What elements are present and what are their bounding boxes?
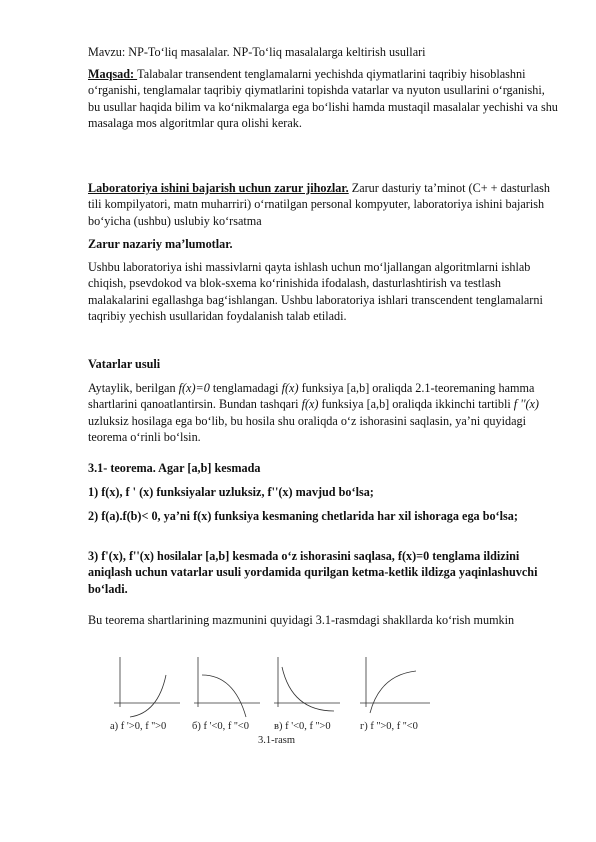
equipment-text: Zarur dasturiy ta’minot (C+ + dasturlash tili kompilyatori, matn muharriri) o‘rnatilgan personal kompyuter, laboratoriya ishini bajarish bo‘yicha (ushbu) uslubiy ko‘rsatma [88,181,550,228]
equipment-paragraph [88,180,558,229]
figure-intro: Bu teorema shartlarining mazmunini quyidagi 3.1-rasmdagi shakllarda ko‘rish mumkin [88,613,515,627]
figure-3-1 [108,655,438,745]
theory-paragraph: Ushbu laboratoriya ishi massivlarni qayta ishlash uchun mo‘ljallangan algoritmlarni ishlab chiqish, psevdokod va blok-sxema ko‘rinishida ifodalash, dasturlashtirish va testlash malakalarini egallashga bag‘ishlangan. Ushbu laboratoriya ishlari transcendent tenglamalarni taqribiy yechish usullaridan foydalanish talab etiladi. [88,260,543,324]
figure-title: 3.1-rasm [258,735,296,745]
graph-panel-b [194,657,260,717]
chord-text-part: funksiya [a,b] oraliqda ikkinchi tartibli [318,397,514,412]
caption-b: б) f '<0, f ''<0 [192,721,249,732]
chord-method-paragraph [88,380,558,446]
theorem-heading: 3.1- teorema. Agar [a,b] kesmada [88,461,261,475]
equipment-label: Laboratoriya ishini bajarish uchun zarur jihozlar. [88,181,349,195]
graph-panel-c [274,657,340,711]
condition-3: 3) f'(x), f''(x) hosilalar [a,b] kesmada o‘z ishorasini saqlasa, f(x)=0 tenglama ildizini aniqlash uchun vatarlar usuli yordamida qurilgan ketma-ketlik ildizga yaqinlashuvchi bo‘ladi. [88,549,538,596]
purpose-paragraph [88,66,558,132]
chord-text-part: uzluksiz hosilaga ega bo‘lib, bu hosila shu oraliqda o‘z ishorasini saqlasin, ya’ni quyidagi teorema o‘rinli bo‘lsin. [88,413,526,445]
function-inline: f(x) [301,397,319,412]
purpose-text: Talabalar transendent tenglamalarni yechishda qiymatlarini taqribiy hisoblashni o‘rganishi, tenglamalar taqribiy qiymatlarini topishda vatarlar va nyuton usullarini o‘rganishi, bu usullar haqida bilim va ko‘nikmalarga ega bo‘lishi hamda mustaqil masalalar yechishi va shu masalaga mos algoritmlar qura olishi kerak. [88,67,558,131]
chord-method-heading: Vatarlar usuli [88,357,161,371]
chord-text-part: tenglamadagi [209,381,282,395]
graph-panel-d [360,657,430,713]
second-derivative-inline: f ''(x) [513,397,539,412]
caption-d: г) f ''>0, f ''<0 [360,721,418,732]
condition-2: 2) f(a).f(b)< 0, ya’ni f(x) funksiya kesmaning chetlarida har xil ishoraga ega bo‘lsa; [88,509,518,523]
caption-a: a) f '>0, f ''>0 [110,721,167,732]
graph-panel-a [114,657,180,717]
caption-c: в) f '<0, f ''>0 [274,721,331,732]
chord-text-part: funksiya [a,b] oraliqda 2.1-teoremaning hamma shartlarini qanoatlantirsin. Bundan tashqari [88,381,535,412]
topic-line: Mavzu: NP-To‘liq masalalar. NP-To‘liq masalalarga keltirish usullari [88,45,426,59]
condition-1: 1) f(x), f ' (x) funksiyalar uzluksiz, f''(x) mavjud bo‘lsa; [88,485,374,499]
purpose-label: Maqsad: [88,67,138,81]
chord-text-part: Aytaylik, berilgan [88,381,179,395]
theory-heading: Zarur nazariy ma’lumotlar. [88,237,233,251]
equation-inline: f(x)=0 [178,381,210,395]
function-inline: f(x) [281,381,299,395]
